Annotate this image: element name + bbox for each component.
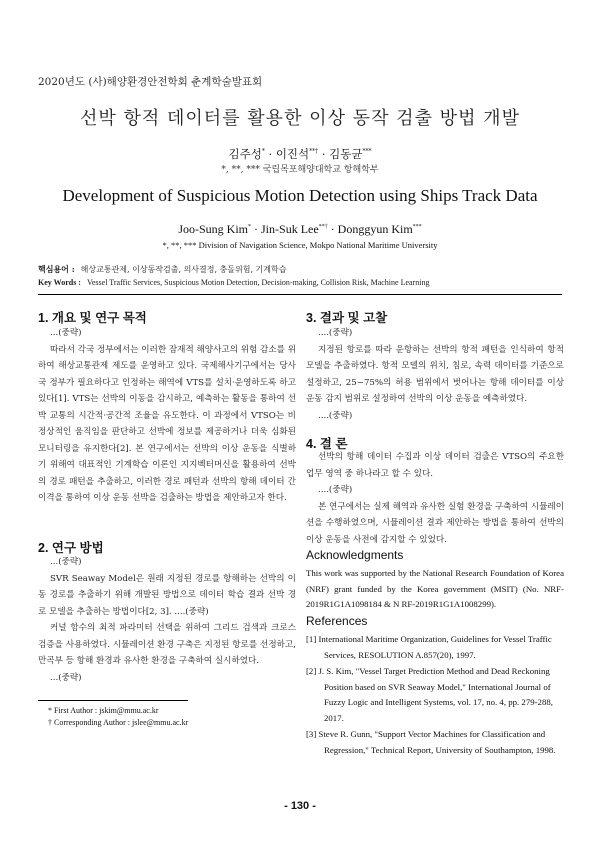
title-korean: 선박 항적 데이터를 활용한 이상 동작 검출 방법 개발 <box>80 108 520 129</box>
author-3-mark: *** <box>362 148 372 156</box>
reference-item: [1] International Maritime Organization, Guidelines for Vessel Traffic Services, RESOLUTION A.857(20), 1997. <box>306 634 552 660</box>
author-1-en: Joo-Sung Kim <box>178 222 249 236</box>
author-3-en-mark: *** <box>412 224 422 230</box>
paragraph: ....(중략) <box>318 328 353 338</box>
footnote-divider <box>38 700 188 701</box>
keywords-english <box>38 278 429 287</box>
paragraph: 선박의 항해 데이터 수집과 이상 데이터 검출은 VTSO의 주요한 업무 영역 중 하나라고 할 수 있다. <box>306 452 564 479</box>
authors-korean <box>0 146 600 162</box>
acknowledgments-heading: Acknowledgments <box>306 548 404 562</box>
author-1-en-mark: * <box>248 224 252 230</box>
section-2-body <box>38 554 296 686</box>
author-2-en-mark: **† <box>318 224 328 230</box>
author-1-mark: * <box>261 148 265 156</box>
author-1: 김주성 <box>228 147 262 161</box>
paragraph: 본 연구에서는 실제 해역과 유사한 실험 환경을 구축하여 시뮬레이션을 수행하였으며, 시뮬레이션 결과 제안하는 방법을 통하여 선박의 이상 운동을 사전에 감지할 수 있었다. <box>306 501 564 545</box>
paragraph: SVR Seaway Model은 원래 지정된 경로를 항해하는 선박의 이동 경로를 추출하기 위해 개발된 방법으로 데이터 학습 결과 선박 경로 모델을 추출하는 방법이다[2, 3]. ....(중략) <box>38 573 296 617</box>
keywords-english-text: Vessel Traffic Services, Suspicious Motion Detection, Decision-making, Collision Risk, Machine Learning <box>86 278 430 287</box>
authors-english <box>0 222 600 237</box>
paragraph: 커널 함수의 최적 파라미터 선택을 위하여 그리드 검색과 크로스 검증을 사용하였다. 시뮬레이션 환경 구축은 지정된 항로를 선정하고, 만곡부 등 항해 환경과 유사한 환경을 구축하여 실시하였다. <box>38 623 296 666</box>
conference-header: 2020년도 (사)해양환경안전학회 춘계학술발표회 <box>38 76 263 88</box>
keywords-korean <box>38 264 286 275</box>
title-english: Development of Suspicious Motion Detection using Ships Track Data <box>62 186 538 205</box>
section-1-heading: 1. 개요 및 연구 목적 <box>38 311 147 325</box>
section-2-heading: 2. 연구 방법 <box>38 541 104 555</box>
author-sep: · <box>264 147 276 161</box>
section-1-body <box>38 325 296 507</box>
author-2-en: Jin-Suk Lee <box>261 222 319 236</box>
paragraph: 지정된 항로를 따라 운항하는 선박의 항적 패턴을 인식하여 항적 모델을 추출하였다. 항적 모델의 위치, 침로, 속력 데이터를 기준으로 설정하고, 25~75%의 허용 범위에서 벗어나는 항해 데이터를 이상 운동 감지 범위로 설정하여 선박의 이상 운동을 예측하였다. <box>306 344 564 404</box>
references-list <box>306 632 564 759</box>
author-3-en: Donggyun Kim <box>337 222 413 236</box>
paragraph: ....(중략) <box>318 485 353 495</box>
paragraph: ...(중략) <box>50 328 82 338</box>
keywords-korean-text: 해상교통관제, 이상동작검출, 의사결정, 충돌위험, 기계학습 <box>80 265 287 274</box>
paragraph: ...(중략) <box>50 672 82 683</box>
affiliation-korean: *, **, *** 국립목포해양대학교 항해학부 <box>221 165 379 175</box>
references-heading: References <box>306 614 368 628</box>
paragraph: 따라서 각국 정부에서는 이러한 잠재적 해양사고의 위험 감소를 위하여 해상교통관제 제도를 운영하고 있다. 국제해사기구에서는 당사국 정부가 필요하다고 인정하는 해역에 VTS를 설치·운영하도록 하고 있다[1]. VTS는 선박의 이동을 감시하고, 예측하는 활동을 통하여 선박 교통의 시간적·공간적 조율을 유도한다. 이 과정에서 VTSO는 비정상적인 움직임을 판단하고 선박에 정보를 제공하거나 더욱 심화된 모니터링을 유지한다[2]. 본 연구에서는 선박의 이상 운동을 식별하기 위해여 대표적인 기계학습 이론인 지지벡터머신을 활용하여 선박의 경로 패턴을 추출하고, 이러한 경로 패턴과 선박의 항해 데이터 간 이격을 통하여 이상 운동 선박을 검출하는 방법을 제안하고자 한다. <box>38 344 296 503</box>
author-2: 이진석 <box>275 147 310 161</box>
section-4-body <box>306 449 564 548</box>
reference-item: [3] Steve R. Gunn, "Support Vector Machines for Classification and Regression," Technical Report, University of Southampton, 1998. <box>306 729 556 755</box>
section-4-heading: 4. 결 론 <box>306 437 348 451</box>
author-3: 김동균 <box>329 147 363 161</box>
author-2-mark: **† <box>309 148 319 156</box>
paragraph: ....(중략) <box>318 410 353 421</box>
header-divider <box>38 294 562 295</box>
reference-item: [2] J. S. Kim, "Vessel Target Prediction Method and Dead Reckoning Position based on SVR Seaway Model," International Journal of Fuzzy Logic and Intelligent Systems, vol. 17, no. 4, pp. 279-288, 2017. <box>306 666 553 723</box>
section-3-body <box>306 325 564 424</box>
author-sep: · <box>327 222 338 236</box>
keywords-korean-label: 핵심용어 : <box>38 264 75 274</box>
section-3-heading: 3. 결과 및 고찰 <box>306 311 388 325</box>
footnote-first-author: * First Author : jskim@mmu.ac.kr <box>48 706 159 715</box>
author-sep: · <box>318 147 330 161</box>
page-number: - 130 - <box>284 800 316 812</box>
paragraph: ...(중략) <box>50 557 82 567</box>
keywords-english-label: Key Words : <box>38 278 81 287</box>
affiliation-english: *, **, *** Division of Navigation Science, Mokpo National Maritime University <box>162 240 438 250</box>
author-sep: · <box>251 222 262 236</box>
acknowledgments-text: This work was supported by the National Research Foundation of Korea (NRF) grant funded by the Korea government (MSIT) (No. NRF-2019R1G1A1098184 & N RF-2019R1G1A1008299). <box>306 568 564 609</box>
footnote-corresponding-author: † Corresponding Author : jslee@mmu.ac.kr <box>48 718 189 727</box>
